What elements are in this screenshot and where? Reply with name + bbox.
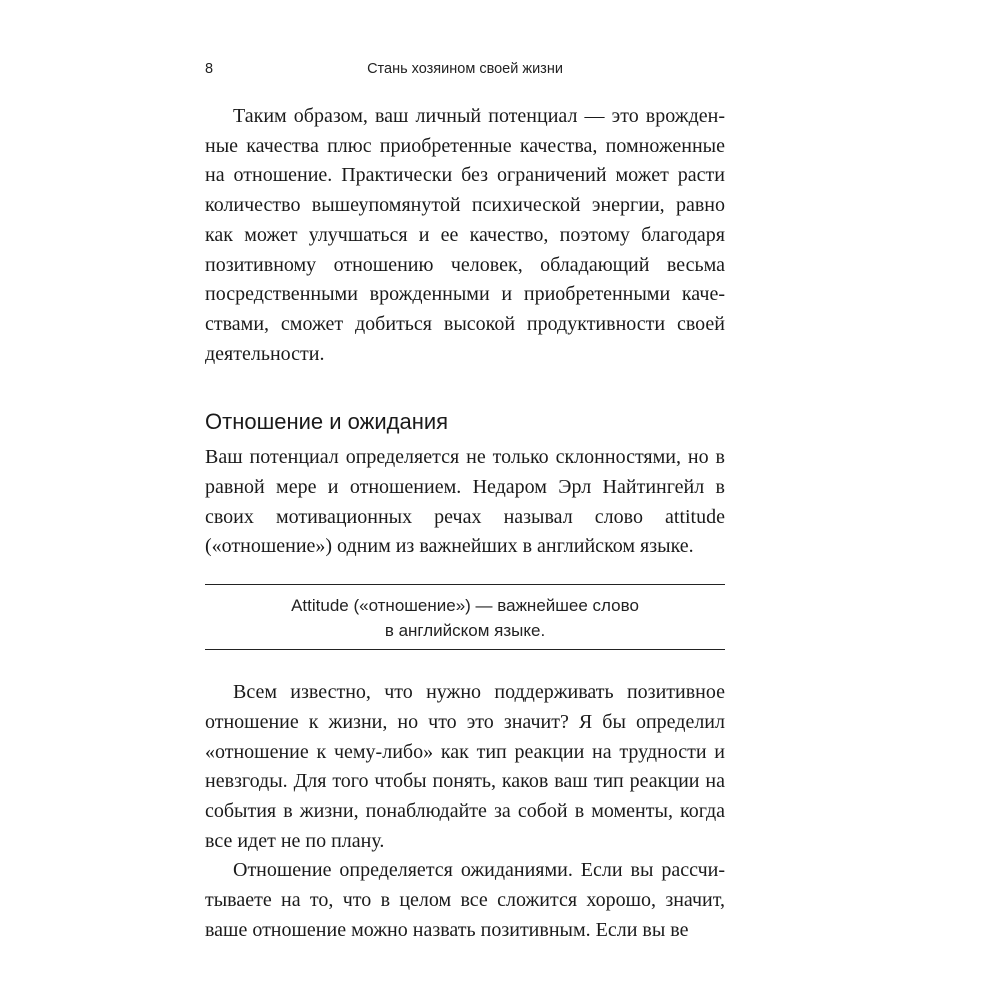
paragraph-attitude-definition: Всем известно, что нужно поддерживать позитивное отношение к жизни, но что это значит? Я бы определил «отношение к чему-либо» как тип реакции на трудности и невзгоды. Для того чтобы понять, каков ваш тип реакции на события в жизни, понаблюдайте за собой в моменты, когда все идет не по плану.: [205, 681, 725, 852]
section-heading: Отношение и ожидания: [205, 409, 449, 435]
paragraph-expectations: Отношение определяется ожиданиями. Если вы рассчитываете на то, что в целом все сложится хорошо, значит, ваше отношение можно назвать позитивным. Если вы ве: [205, 859, 725, 941]
pull-quote-line-1: Attitude («отношение») — важнейшее слово: [291, 596, 639, 616]
running-head: [205, 58, 725, 82]
pull-quote-line-2: в английском языке.: [384, 621, 546, 641]
page-number: 8: [205, 61, 214, 77]
book-title: Стань хозяином своей жизни: [367, 61, 563, 77]
paragraph-potential: Таким образом, ваш личный потенциал — это врожденные качества плюс приобретенные качества, помноженные на отношение. Практически без ограничений может расти количество вышеупомянутой психической энергии, равно как может улучшаться и ее качество, поэтому благодаря позитивному отношению человек, обладающий весьма посредственными врожденными и приобретенными качествами, сможет добиться высокой продуктивности своей деятельности.: [205, 105, 725, 365]
body-text: [205, 102, 725, 945]
paragraph-section-intro: Ваш потенциал определяется не только склонностями, но в равной мере и отношением. Недаром Эрл Найтингейл в своих мотивационных речах называл слово attitude («отношение») одним из важнейших в английском языке.: [205, 446, 725, 558]
pull-quote: [205, 584, 725, 650]
book-page: [205, 58, 725, 945]
